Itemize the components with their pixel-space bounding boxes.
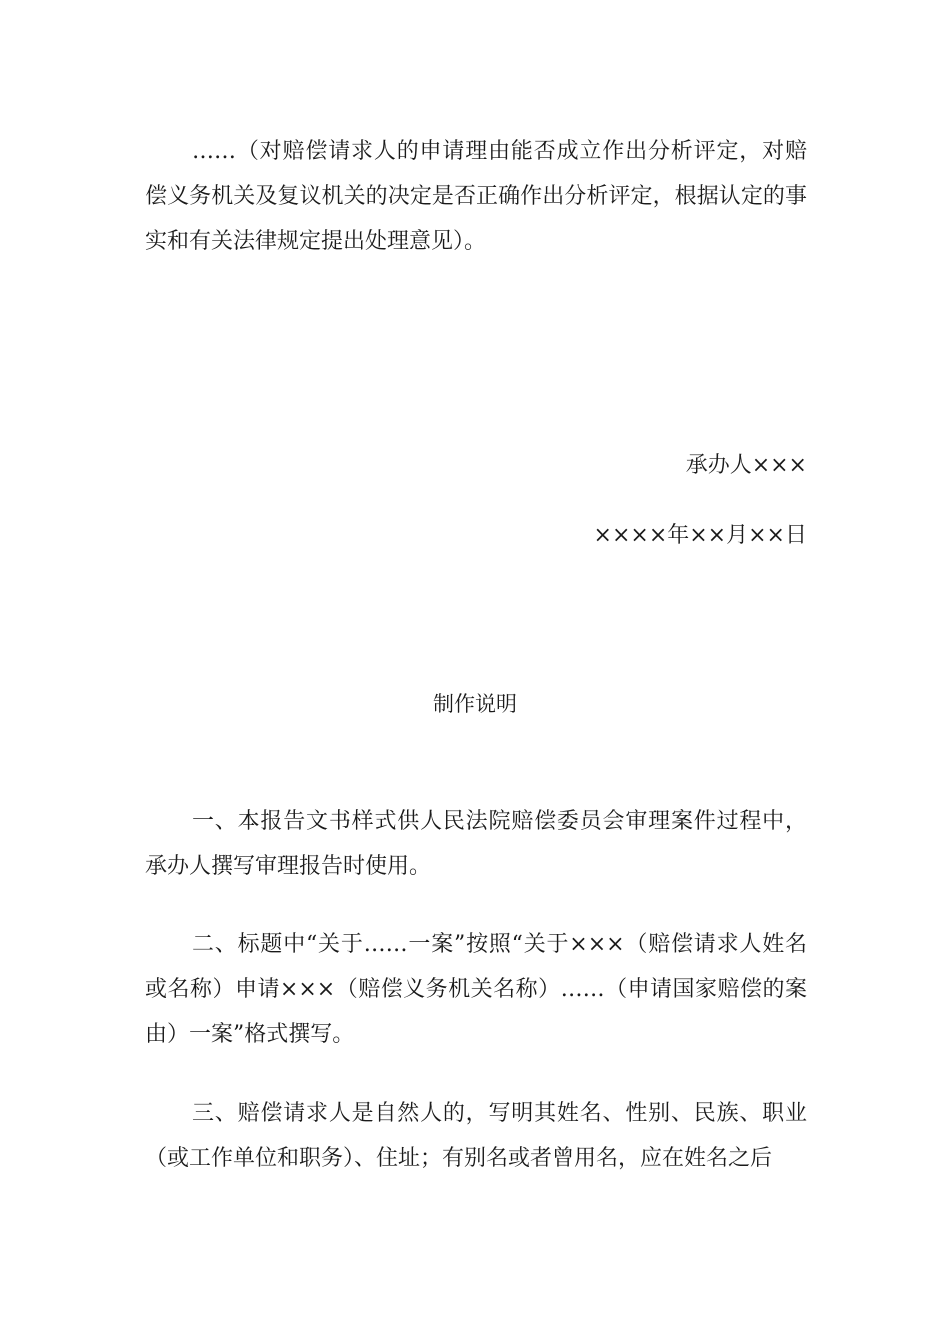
instructions-title: 制作说明 <box>433 692 517 716</box>
handler-signature: 承办人××× <box>685 453 807 478</box>
instruction-item-1: 一、本报告文书样式供人民法院赔偿委员会审理案件过程中，承办人撰写审理报告时使用。 <box>145 809 807 879</box>
signature-date: ××××年××月××日 <box>593 523 807 548</box>
opening-paragraph: ……（对赔偿请求人的申请理由能否成立作出分析评定，对赔偿义务机关及复议机关的决定是否正确作出分析评定，根据认定的事实和有关法律规定提出处理意见）。 <box>145 139 807 254</box>
instruction-item-3: 三、赔偿请求人是自然人的，写明其姓名、性别、民族、职业（或工作单位和职务）、住址；有别名或者曾用名，应在姓名之后 <box>145 1101 807 1171</box>
instruction-item-2: 二、标题中“关于……一案”按照“关于×××（赔偿请求人姓名或名称）申请×××（赔偿义务机关名称）……（申请国家赔偿的案由）一案”格式撰写。 <box>145 932 807 1047</box>
